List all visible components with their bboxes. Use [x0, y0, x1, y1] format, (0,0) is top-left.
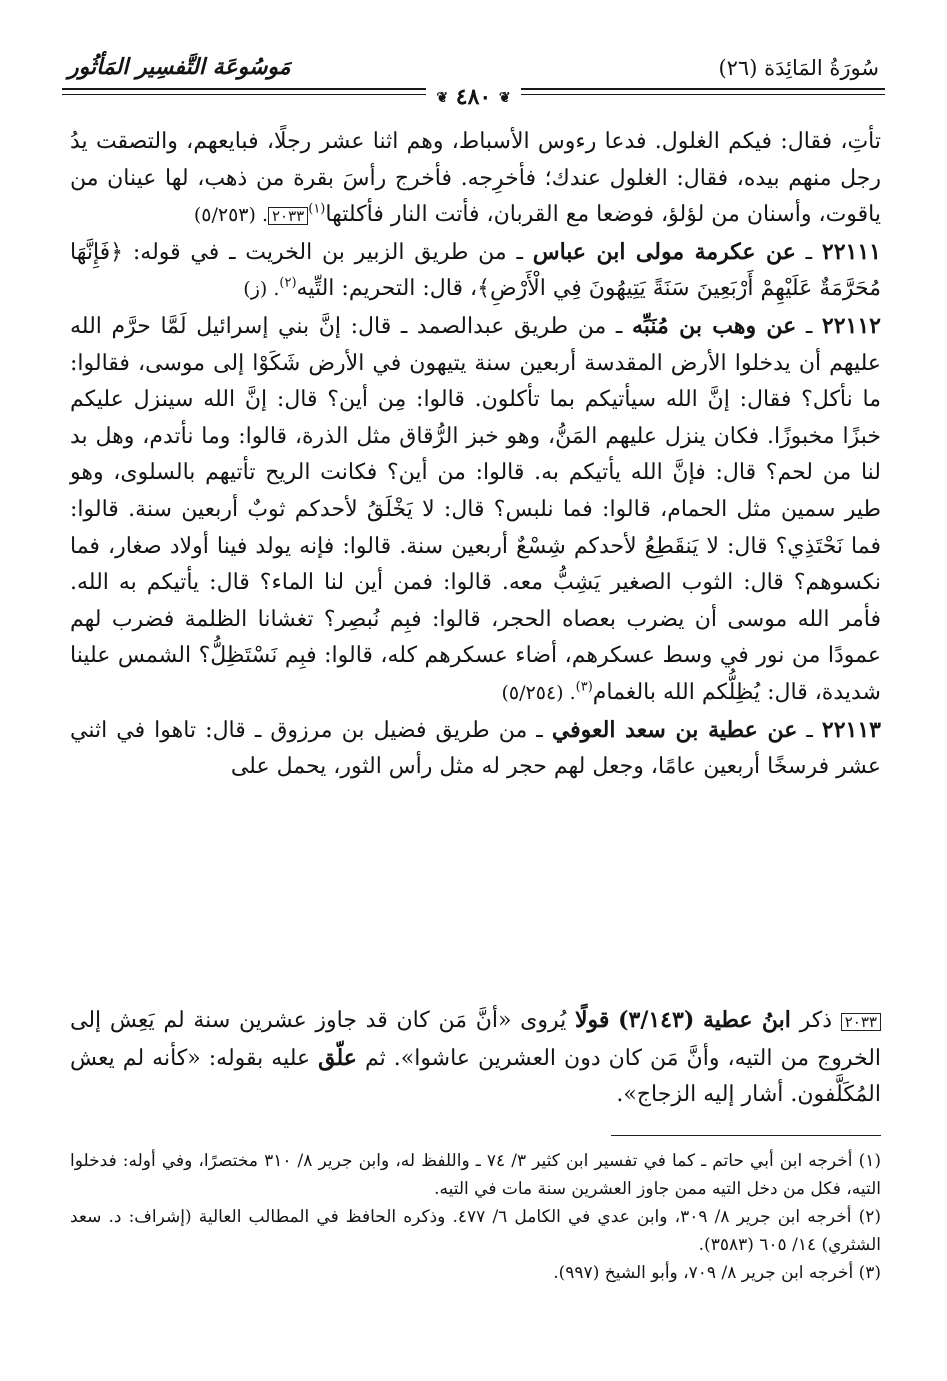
narration-22113: ٢٢١١٣ ـ عن عطية بن سعد العوفي ـ من طريق فضيل بن مرزوق ـ قال: تاهوا في اثني عشر فرسخًا أربعين عامًا، وجعل لهم حجر له مثل رأس الثور، يحمل على [70, 716, 881, 780]
footnote-1: (١) أخرجه ابن أبي حاتم ـ كما في تفسير ابن كثير ٣/ ٧٤ ـ واللفظ له، وابن جرير ٨/ ٣١٠ مختصرًا، وفي أوله: فدخلوا التيه، فكل من دخل التيه ممن جاوز العشرين سنة مات في التيه. [70, 1151, 882, 1199]
book-title: مَوسُوعَة التَّفسِير المَأثُور [68, 54, 291, 80]
comment-number-box: ٢٠٣٣ [841, 1013, 881, 1031]
ornament-icon: ❦ [436, 90, 449, 106]
main-text [70, 124, 881, 786]
narration-22111: ٢٢١١١ ـ عن عكرمة مولى ابن عباس ـ من طريق الزبير بن الخريت ـ في قوله: ﴿فَإِنَّهَا مُحَرَّمَةٌ عَلَيْهِمْ أَرْبَعِينَ سَنَةً يَتِيهُونَ فِي الْأَرْضِ﴾، قال: التحريم: التِّيه$^{(٢)}$. (ز) [70, 238, 881, 302]
narration-22112: ٢٢١١٢ ـ عن وهب بن مُنَبِّه ـ من طريق عبدالصمد ـ قال: إنَّ بني إسرائيل لَمَّا حرَّم الله عليهم أن يدخلوا الأرض المقدسة أربعين سنة يتيهون في الأرض شَكَوْا إلى موسى، فقالوا: ما نأكل؟ فقال: إنَّ الله سيأتيكم بما تأكلون. قالوا: مِن أين؟ قال: إنَّ الله سينزل عليكم خبزًا مخبوزًا. فكان ينزل عليهم المَنُّ، وهو خبز الرُّقاق مثل الذرة، قالوا: وما نأتدم، وهل بد لنا من لحم؟ قال: فإنَّ الله يأتيكم به. قالوا: من أين؟ فكانت الريح تأتيهم بالسلوى، وهو طير سمين مثل الحمام، قالوا: فما نلبس؟ قال: لا يَخْلَقُ لأحدكم ثوبٌ أربعين سنة. قالوا: فما نَحْتَذِي؟ قال: لا يَنقَطِعُ لأحدكم شِسْعٌ أربعين سنة. قالوا: فإنه يولد فينا أولاد صغار، فما نكسوهم؟ قال: الثوب الصغير يَشِبُّ معه. قالوا: فمن أين لنا الماء؟ قال: يأتيكم به الله. فأمر الله موسى أن يضرب بعصاه الحجر، قالوا: فبِم نُبصِر؟ تغشانا الظلمة فضرب لهم عمودًا من نور في وسط عسكرهم، أضاء عسكرهم كله، قالوا: فبِم نَسْتَظِلُّ؟ الشمس علينا شديدة، قال: يُظِلُّكم الله بالغمام$^{(٣)}$. (٥/٢٥٤) [70, 312, 881, 705]
footnotes [70, 1147, 881, 1287]
page-number: ❦ ٤٨٠ ❦ [426, 84, 520, 110]
footnote-2: (٢) أخرجه ابن جرير ٨/ ٣٠٩، وابن عدي في الكامل ٦/ ٤٧٧. وذكره الحافظ في المطالب العالية (إشراف: د. سعد الشثري) ١٤/ ٦٠٥ (٣٥٨٣). [70, 1207, 881, 1255]
comment-reference-box: ٢٠٣٣ [268, 207, 308, 225]
ornament-icon: ❦ [498, 90, 511, 106]
surah-title: سُورَةُ المَائِدَة (٢٦) [718, 56, 879, 80]
paragraph-continuation: تأتِ، فقال: فيكم الغلول. فدعا رءوس الأسباط، وهم اثنا عشر رجلًا، فبايعهم، والتصقت يدُ رجل منهم بيده، فقال: الغلول عندك؛ فأخرِجه. فأخرج رأسَ بقرة من ذهب، لها عينان من ياقوت، وأسنان من لؤلؤ، فوضعا مع القربان، فأتت النار فأكلتها$^{(١)}$٢٠٣٣. (٥/٢٥٣) [70, 129, 881, 228]
footnote-separator [611, 1135, 881, 1136]
footnote-3: (٣) أخرجه ابن جرير ٨/ ٧٠٩، وأبو الشيخ (٩٩٧). [553, 1263, 881, 1283]
commentary-note: ٢٠٣٣ ذكر ابنُ عطية (٣/١٤٣) قولًا يُروى «أنَّ مَن كان قد جاوز عشرين سنة لم يَعِش إلى الخروج من التيه، وأنَّ مَن كان دون العشرين عاشوا». ثم علّق عليه بقوله: «كأنه لم يعش المُكَلَّفون. أشار إليه الزجاج». [70, 1007, 882, 1108]
